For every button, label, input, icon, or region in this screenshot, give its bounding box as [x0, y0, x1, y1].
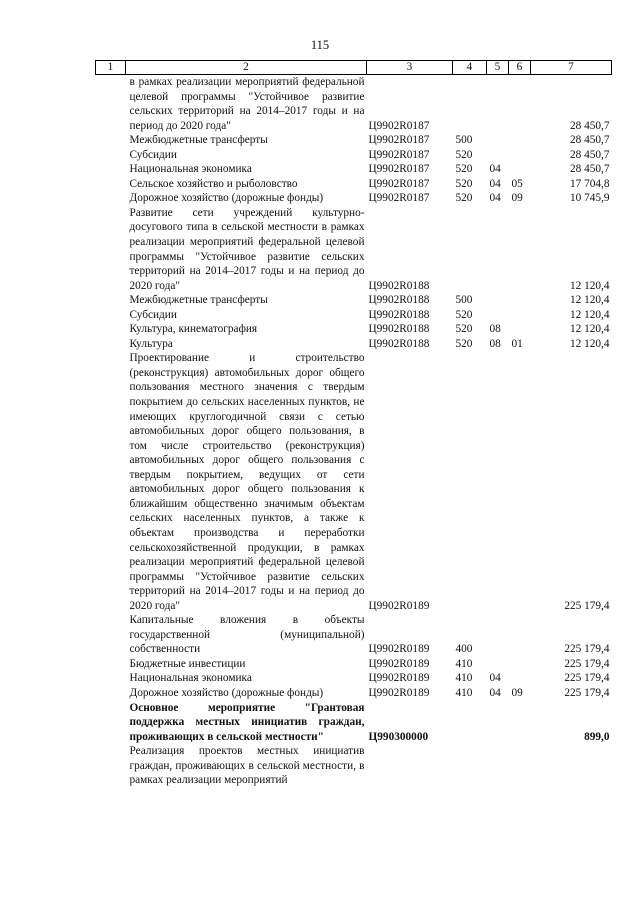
name-cell: Капитальные вложения в объекты государственной (муниципальной) собственности — [129, 614, 365, 656]
subsection-cell — [509, 293, 531, 308]
amount-cell: 225 179,4 — [564, 672, 610, 685]
section-cell — [487, 75, 509, 134]
amount-cell: 12 120,4 — [569, 294, 610, 307]
subsection-cell — [509, 657, 531, 672]
expense-type-cell: 520 — [455, 337, 473, 350]
expense-type-cell: 520 — [455, 308, 473, 321]
name-cell: Основное мероприятие "Грантовая поддержка местных инициатив граждан, проживающих в сельской местности" — [129, 701, 365, 743]
subsection-cell: 09 — [511, 192, 523, 205]
row-number-cell — [96, 177, 126, 192]
subsection-cell: 01 — [511, 337, 523, 350]
table-row — [96, 177, 612, 192]
amount-cell: 225 179,4 — [564, 643, 610, 656]
expense-type-cell: 520 — [455, 163, 473, 176]
col-header-4: 4 — [453, 61, 487, 75]
table-row — [96, 686, 612, 701]
section-cell — [487, 744, 509, 788]
amount-cell — [531, 744, 612, 788]
name-cell: в рамках реализации мероприятий федеральной целевой программы "Устойчивое развитие сельских территорий на 2014–2017 годы и на период до 2020 года" — [129, 76, 365, 132]
target-code-cell: Ц9902R0187 — [368, 163, 430, 176]
target-code-cell: Ц9902R0188 — [368, 323, 430, 336]
table-row — [96, 351, 612, 613]
amount-cell: 10 745,9 — [569, 192, 610, 205]
name-cell: Межбюджетные трансферты — [129, 294, 268, 307]
subsection-cell: 05 — [511, 177, 523, 190]
name-cell: Сельское хозяйство и рыболовство — [129, 177, 298, 190]
expense-type-cell: 500 — [455, 134, 473, 147]
row-number-cell — [96, 293, 126, 308]
amount-cell: 28 450,7 — [569, 134, 610, 147]
col-header-3: 3 — [367, 61, 453, 75]
amount-cell: 17 704,8 — [569, 177, 610, 190]
row-number-cell — [96, 744, 126, 788]
subsection-cell — [509, 671, 531, 686]
expense-type-cell — [453, 701, 487, 745]
expense-type-cell: 520 — [455, 192, 473, 205]
amount-cell: 28 450,7 — [569, 148, 610, 161]
section-cell: 08 — [489, 337, 501, 350]
target-code-cell: Ц9902R0187 — [368, 192, 430, 205]
subsection-cell: 09 — [511, 686, 523, 699]
section-cell: 04 — [489, 163, 501, 176]
table-row — [96, 337, 612, 352]
name-cell: Проектирование и строительство (реконструкция) автомобильных дорог общего пользования местного значения с твердым покрытием до сельских населенных пунктов, не имеющих круглогодичной связи с сетью автомобильных дорог общего пользования, в том числе строительство (реконструкция) автомобильных дорог общего пользования с твердым покрытием, ведущих от сети автомобильных дорог общего пользования к ближайшим общественно значимым объектам сельских населенных пунктов, а также к объектам производства и переработки сельскохозяйственной продукции, в рамках реализации мероприятий федеральной целевой программы "Устойчивое развитие сельских территорий на 2014–2017 годы и на период до 2020 года" — [129, 352, 365, 612]
table-row — [96, 148, 612, 163]
target-code-cell: Ц990300000 — [368, 730, 429, 743]
row-number-cell — [96, 657, 126, 672]
expense-type-cell — [453, 206, 487, 293]
col-header-6: 6 — [509, 61, 531, 75]
section-cell: 04 — [489, 686, 501, 699]
row-number-cell — [96, 686, 126, 701]
target-code-cell — [367, 744, 453, 788]
table-row — [96, 75, 612, 134]
row-number-cell — [96, 351, 126, 613]
target-code-cell: Ц9902R0189 — [368, 643, 430, 656]
target-code-cell: Ц9902R0187 — [368, 148, 430, 161]
table-row — [96, 322, 612, 337]
expense-type-cell: 500 — [455, 294, 473, 307]
row-number-cell — [96, 671, 126, 686]
expense-type-cell: 410 — [455, 672, 473, 685]
row-number-cell — [96, 133, 126, 148]
row-number-cell — [96, 75, 126, 134]
row-number-cell — [96, 701, 126, 745]
row-number-cell — [96, 162, 126, 177]
table-row — [96, 293, 612, 308]
expense-type-cell: 520 — [455, 177, 473, 190]
target-code-cell: Ц9902R0189 — [368, 599, 430, 612]
amount-cell: 225 179,4 — [564, 657, 610, 670]
section-cell — [487, 148, 509, 163]
table-row — [96, 701, 612, 745]
expense-type-cell: 410 — [455, 686, 473, 699]
row-number-cell — [96, 337, 126, 352]
col-header-5: 5 — [487, 61, 509, 75]
table-row — [96, 744, 612, 788]
name-cell: Субсидии — [129, 148, 177, 161]
name-cell: Национальная экономика — [129, 163, 252, 176]
amount-cell: 28 450,7 — [569, 163, 610, 176]
expense-type-cell: 520 — [455, 323, 473, 336]
name-cell: Субсидии — [129, 308, 177, 321]
name-cell: Межбюджетные трансферты — [129, 134, 268, 147]
subsection-cell — [509, 162, 531, 177]
col-header-1: 1 — [96, 61, 126, 75]
subsection-cell — [509, 206, 531, 293]
subsection-cell — [509, 133, 531, 148]
table-row — [96, 133, 612, 148]
expense-type-cell: 520 — [455, 148, 473, 161]
subsection-cell — [509, 744, 531, 788]
table-row — [96, 191, 612, 206]
expense-type-cell: 410 — [455, 657, 473, 670]
target-code-cell: Ц9902R0188 — [368, 294, 430, 307]
amount-cell: 12 120,4 — [569, 323, 610, 336]
section-cell — [487, 351, 509, 613]
target-code-cell: Ц9902R0188 — [368, 279, 430, 292]
col-header-2: 2 — [126, 61, 367, 75]
subsection-cell — [509, 613, 531, 657]
name-cell: Дорожное хозяйство (дорожные фонды) — [129, 192, 324, 205]
table-body — [96, 75, 612, 788]
section-cell: 04 — [489, 672, 501, 685]
expense-type-cell — [453, 75, 487, 134]
name-cell: Культура, кинематография — [129, 323, 258, 336]
amount-cell: 899,0 — [584, 730, 610, 743]
page-number: 115 — [310, 38, 330, 52]
target-code-cell: Ц9902R0189 — [368, 672, 430, 685]
section-cell: 08 — [489, 323, 501, 336]
target-code-cell: Ц9902R0188 — [368, 337, 430, 350]
header-row — [96, 61, 612, 75]
expense-type-cell — [453, 351, 487, 613]
section-cell — [487, 206, 509, 293]
section-cell — [487, 701, 509, 745]
section-cell: 04 — [489, 177, 501, 190]
section-cell — [487, 613, 509, 657]
section-cell — [487, 657, 509, 672]
table-row — [96, 162, 612, 177]
target-code-cell: Ц9902R0189 — [368, 686, 430, 699]
section-cell: 04 — [489, 192, 501, 205]
name-cell: Реализация проектов местных инициатив граждан, проживающих в сельской местности, в рамках реализации мероприятий — [129, 745, 365, 787]
amount-cell: 28 450,7 — [569, 119, 610, 132]
name-cell: Дорожное хозяйство (дорожные фонды) — [129, 686, 324, 699]
col-header-7: 7 — [531, 61, 612, 75]
table-row — [96, 613, 612, 657]
table-row — [96, 206, 612, 293]
subsection-cell — [509, 148, 531, 163]
amount-cell: 12 120,4 — [569, 337, 610, 350]
row-number-cell — [96, 148, 126, 163]
row-number-cell — [96, 322, 126, 337]
amount-cell: 225 179,4 — [564, 686, 610, 699]
table-row — [96, 308, 612, 323]
amount-cell: 12 120,4 — [569, 279, 610, 292]
row-number-cell — [96, 191, 126, 206]
table-row — [96, 657, 612, 672]
target-code-cell: Ц9902R0187 — [368, 119, 430, 132]
amount-cell: 225 179,4 — [564, 599, 610, 612]
name-cell: Национальная экономика — [129, 672, 252, 685]
name-cell: Культура — [129, 337, 173, 350]
target-code-cell: Ц9902R0189 — [368, 657, 430, 670]
budget-table — [95, 60, 612, 788]
subsection-cell — [509, 322, 531, 337]
expense-type-cell — [453, 744, 487, 788]
expense-type-cell: 400 — [455, 643, 473, 656]
target-code-cell: Ц9902R0187 — [368, 177, 430, 190]
section-cell — [487, 293, 509, 308]
row-number-cell — [96, 206, 126, 293]
target-code-cell: Ц9902R0188 — [368, 308, 430, 321]
table-row — [96, 671, 612, 686]
amount-cell: 12 120,4 — [569, 308, 610, 321]
subsection-cell — [509, 701, 531, 745]
subsection-cell — [509, 351, 531, 613]
name-cell: Бюджетные инвестиции — [129, 657, 246, 670]
section-cell — [487, 133, 509, 148]
name-cell: Развитие сети учреждений культурно-досугового типа в сельской местности в рамках реализации мероприятий федеральной целевой программы "Устойчивое развитие сельских территорий на 2014–2017 годы и на период до 2020 года" — [129, 206, 365, 292]
target-code-cell: Ц9902R0187 — [368, 134, 430, 147]
row-number-cell — [96, 308, 126, 323]
row-number-cell — [96, 613, 126, 657]
section-cell — [487, 308, 509, 323]
subsection-cell — [509, 75, 531, 134]
subsection-cell — [509, 308, 531, 323]
